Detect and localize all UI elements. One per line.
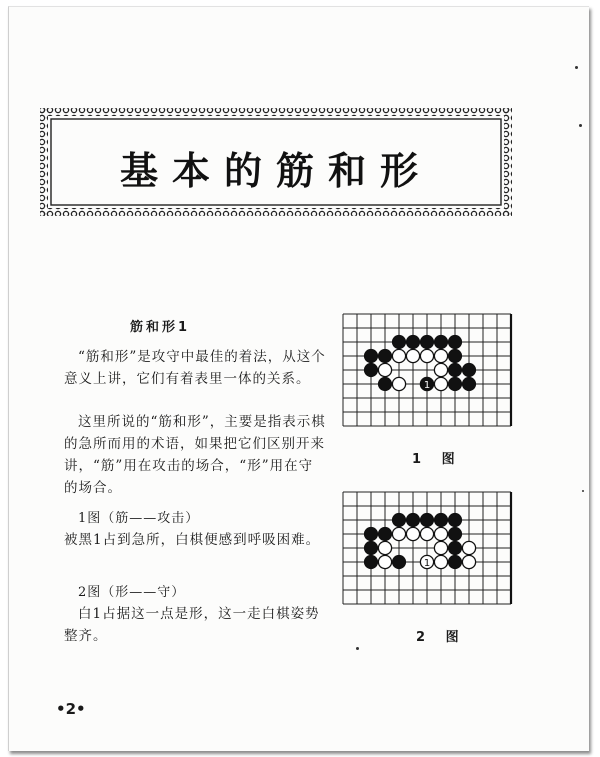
black-stone: [448, 349, 461, 362]
black-stone: [448, 363, 461, 376]
black-stone: [448, 335, 461, 348]
black-stone: [378, 377, 391, 390]
intro-paragraph: “筋和形”是攻守中最佳的着法，从这个意义上讲，它们有着表里一体的关系。: [64, 349, 326, 387]
white-stone: [434, 527, 447, 540]
move-number-label: 1: [423, 558, 431, 569]
black-stone: [392, 335, 405, 348]
figure1-caption: 1 图: [412, 452, 463, 467]
white-stone: [406, 527, 419, 540]
move-number-label: 1: [423, 380, 431, 391]
white-stone: [420, 527, 433, 540]
title-frame: [38, 106, 514, 218]
figure2-text: 白1占据这一点是形，这一走白棋姿势整齐。: [64, 606, 320, 644]
white-stone: [378, 541, 391, 554]
figure2-caption: 2 图: [416, 630, 467, 645]
black-stone: [448, 541, 461, 554]
white-stone: [378, 363, 391, 376]
black-stone: [364, 527, 377, 540]
black-stone: [448, 555, 461, 568]
white-stone: [392, 527, 405, 540]
white-stone: [462, 541, 475, 554]
black-stone: [462, 363, 475, 376]
black-stone: [434, 335, 447, 348]
white-stone: [434, 555, 447, 568]
black-stone: [364, 349, 377, 362]
black-stone: [448, 377, 461, 390]
scan-speck: [579, 124, 582, 127]
white-stone: [434, 349, 447, 362]
scan-speck: [582, 490, 584, 492]
white-stone: [378, 555, 391, 568]
black-stone: [448, 513, 461, 526]
figure1-text: 被黑1占到急所，白棋便感到呼吸困难。: [64, 532, 321, 548]
figure2-heading: 2图（形——守）: [78, 585, 186, 600]
scan-speck: [575, 66, 578, 69]
go-board-figure-2: [340, 489, 518, 619]
black-stone: [392, 555, 405, 568]
section-heading: 筋和形1: [130, 320, 191, 335]
figure1-heading: 1图（筋——攻击）: [78, 511, 200, 526]
white-stone: [434, 541, 447, 554]
white-stone: [392, 349, 405, 362]
page-number: •2•: [56, 700, 86, 718]
white-stone: [434, 363, 447, 376]
black-stone: [392, 513, 405, 526]
white-stone: [392, 377, 405, 390]
black-stone: [420, 335, 433, 348]
black-stone: [462, 377, 475, 390]
black-stone: [364, 363, 377, 376]
black-stone: [420, 513, 433, 526]
scan-speck: [356, 647, 359, 650]
go-board-figure-1: [340, 311, 518, 441]
explain-paragraph: 这里所说的“筋和形”，主要是指表示棋的急所而用的术语，如果把它们区别开来讲，“筋”用在攻击的场合，“形”用在守的场合。: [64, 414, 326, 496]
page-title: 基本的筋和形: [119, 149, 432, 193]
black-stone: [378, 349, 391, 362]
black-stone: [448, 527, 461, 540]
white-stone: [434, 377, 447, 390]
black-stone: [364, 541, 377, 554]
white-stone: [420, 349, 433, 362]
black-stone: [364, 555, 377, 568]
black-stone: [406, 513, 419, 526]
black-stone: [378, 527, 391, 540]
black-stone: [434, 513, 447, 526]
white-stone: [406, 349, 419, 362]
white-stone: [462, 555, 475, 568]
black-stone: [406, 335, 419, 348]
